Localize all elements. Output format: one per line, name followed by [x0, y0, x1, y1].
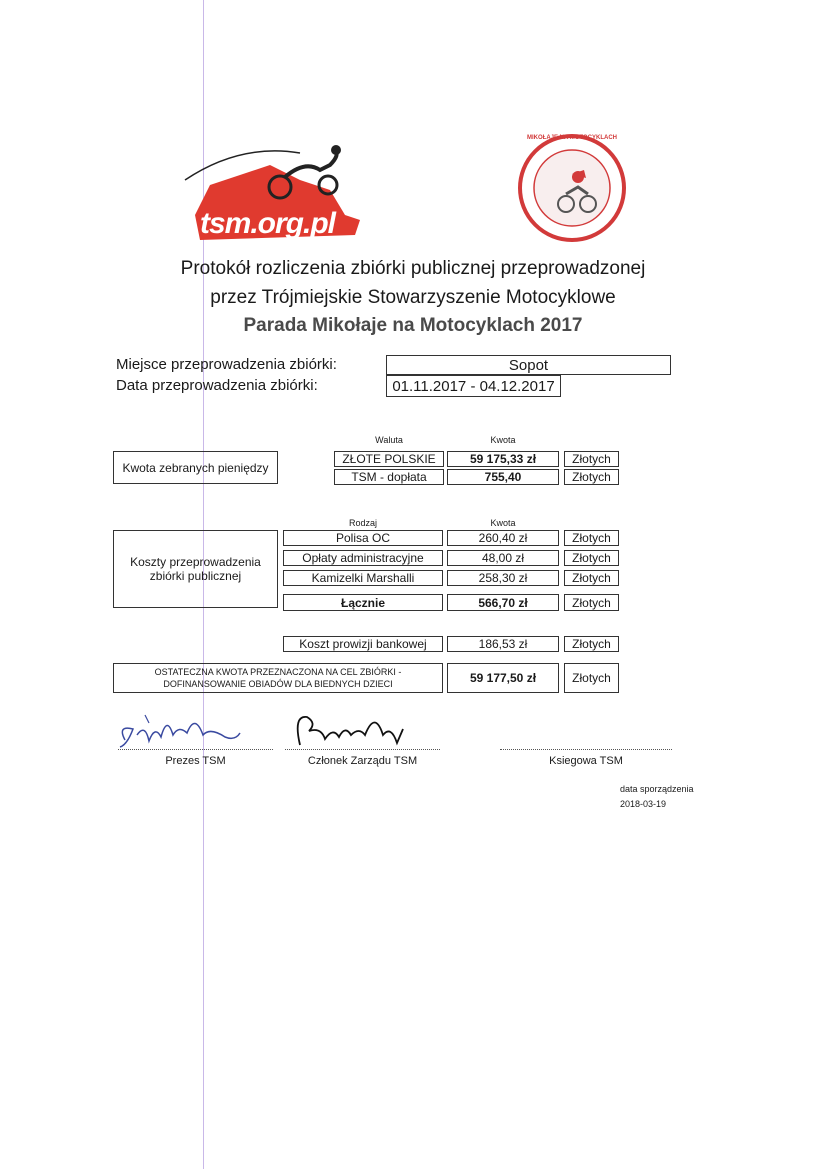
tsm-logo — [180, 135, 380, 250]
cost-row-name: Polisa OC — [283, 530, 443, 546]
place-label: Miejsce przeprowadzenia zbiórki: — [116, 356, 337, 373]
president-signature-icon — [115, 705, 245, 755]
final-label-line-1: OSTATECZNA KWOTA PRZEZNACZONA NA CEL ZBIÓRKI - — [154, 667, 402, 677]
collected-row-amount: 59 175,33 zł — [447, 451, 559, 467]
date-value: 01.11.2017 - 04.12.2017 — [386, 375, 561, 397]
final-unit: Złotych — [564, 663, 619, 693]
accountant-signature-line — [500, 749, 672, 750]
cost-row-amount: 258,30 zł — [447, 570, 559, 586]
final-label — [113, 663, 443, 693]
cost-row-name: Kamizelki Marshalli — [283, 570, 443, 586]
costs-label: Koszty przeprowadzenia zbiórki publicznej — [113, 530, 278, 608]
created-date: 2018-03-19 — [620, 799, 667, 809]
collected-row-unit: Złotych — [564, 451, 619, 467]
stamp-text: MIKOŁAJE NA MOTOCYKLACH — [527, 135, 617, 141]
accountant-label: Ksiegowa TSM — [549, 755, 623, 767]
cost-row-unit: Złotych — [564, 550, 619, 566]
collected-row-amount: 755,40 — [447, 469, 559, 485]
santa-motorcycle-stamp-icon — [516, 132, 628, 244]
cost-row-unit: Złotych — [564, 570, 619, 586]
collected-row-unit: Złotych — [564, 469, 619, 485]
board-member-signature-icon — [285, 705, 415, 755]
title-line-3: Parada Mikołaje na Motocyklach 2017 — [243, 315, 583, 336]
final-label-line-2: DOFINANSOWANIE OBIADÓW DLA BIEDNYCH DZIECI — [163, 679, 393, 689]
final-amount: 59 177,50 zł — [447, 663, 559, 693]
cost-row-name: Opłaty administracyjne — [283, 550, 443, 566]
collected-label: Kwota zebranych pieniędzy — [113, 451, 278, 484]
president-signature-line — [118, 749, 273, 750]
collected-row-name: ZŁOTE POLSKIE — [334, 451, 444, 467]
date-label: Data przeprowadzenia zbiórki: — [116, 377, 318, 394]
board-member-signature-line — [285, 749, 440, 750]
header-type: Rodzaj — [348, 518, 377, 528]
collected-row-name: TSM - dopłata — [334, 469, 444, 485]
place-value: Sopot — [386, 355, 671, 375]
costs-total-name: Łącznie — [283, 594, 443, 611]
cost-row-amount: 48,00 zł — [447, 550, 559, 566]
logo-text: tsm.org.pl — [200, 207, 336, 240]
cost-row-amount: 260,40 zł — [447, 530, 559, 546]
title-line-1: Protokół rozliczenia zbiórki publicznej przeprowadzonej — [180, 258, 646, 279]
costs-total-amount: 566,70 zł — [447, 594, 559, 611]
bank-fee-unit: Złotych — [564, 636, 619, 652]
event-stamp — [516, 132, 628, 244]
president-label: Prezes TSM — [165, 755, 226, 767]
cost-row-unit: Złotych — [564, 530, 619, 546]
title-line-2: przez Trójmiejskie Stowarzyszenie Motocyklowe — [210, 287, 616, 308]
header-currency: Waluta — [375, 435, 403, 445]
header-amount-1: Kwota — [490, 435, 516, 445]
bank-fee-name: Koszt prowizji bankowej — [283, 636, 443, 652]
created-label: data sporządzenia — [620, 784, 694, 794]
header-amount-2: Kwota — [490, 518, 516, 528]
costs-total-unit: Złotych — [564, 594, 619, 611]
bank-fee-amount: 186,53 zł — [447, 636, 559, 652]
board-member-label: Członek Zarządu TSM — [307, 755, 418, 767]
